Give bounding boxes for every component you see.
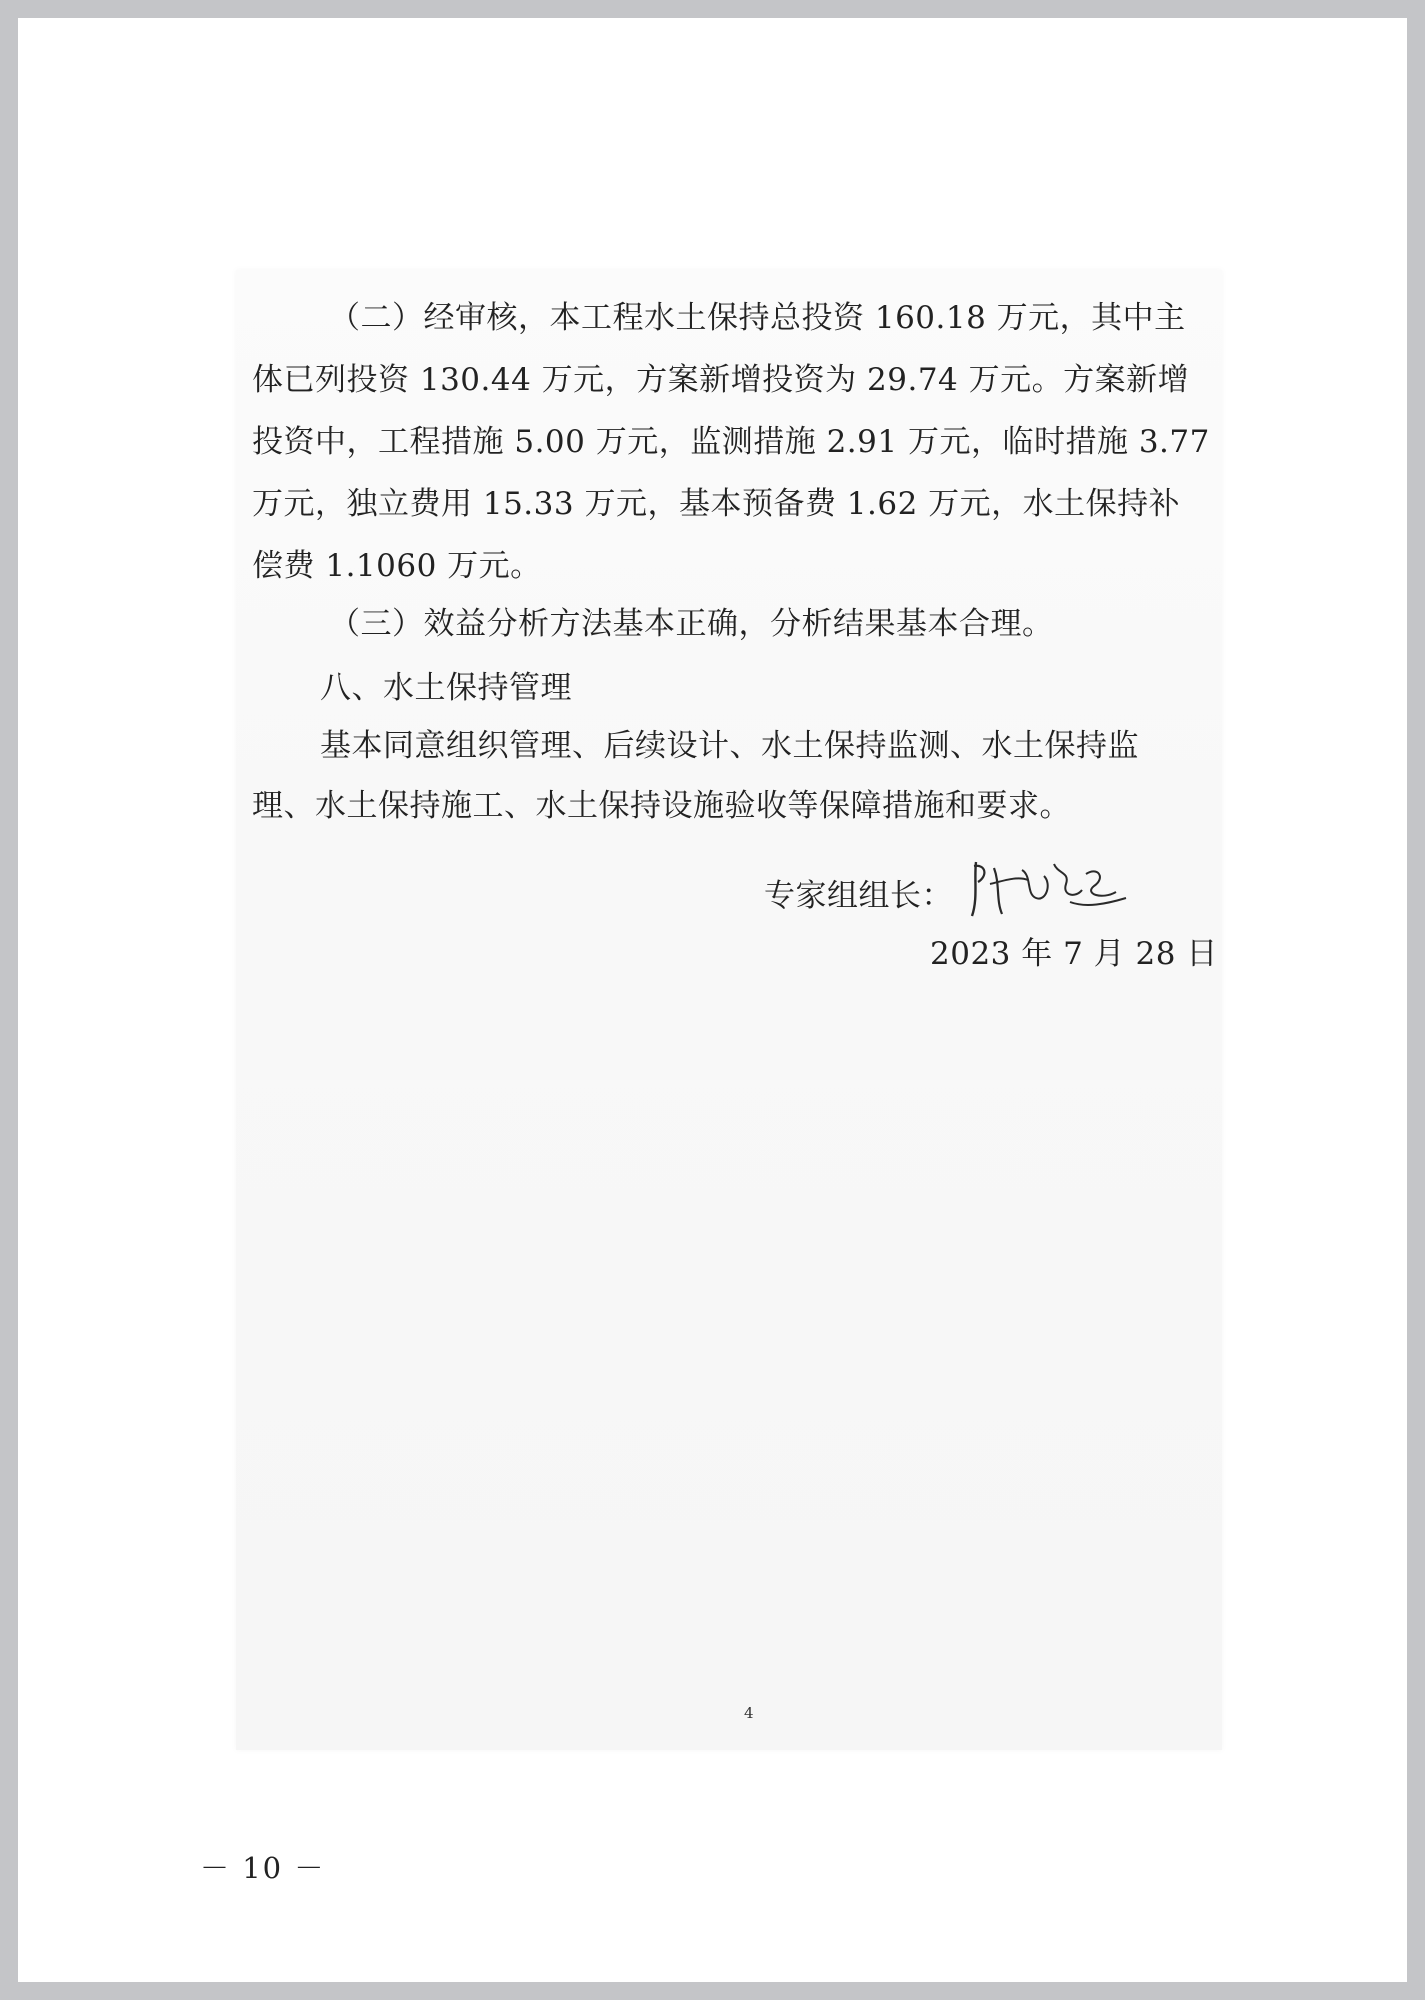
paragraph-investment-line-2: 体已列投资 130.44 万元，方案新增投资为 29.74 万元。方案新增 [252, 362, 1190, 398]
paragraph-management-line-1: 基本同意组织管理、后续设计、水土保持监测、水土保持监 [320, 728, 1139, 764]
paragraph-investment-line-1: （二）经审核，本工程水土保持总投资 160.18 万元，其中主 [329, 300, 1186, 336]
paragraph-investment-line-5: 偿费 1.1060 万元。 [252, 548, 542, 584]
paragraph-investment-line-4: 万元，独立费用 15.33 万元，基本预备费 1.62 万元，水土保持补 [252, 486, 1181, 522]
signature-label: 专家组组长： [764, 878, 953, 914]
paragraph-investment-line-3: 投资中，工程措施 5.00 万元，监测措施 2.91 万元，临时措施 3.77 [252, 424, 1210, 460]
footer-page-number: － 10 － [200, 1851, 326, 1885]
paragraph-management-line-2: 理、水土保持施工、水土保持设施验收等保障措施和要求。 [252, 788, 1071, 824]
handwritten-signature [966, 854, 1136, 924]
paragraph-benefit-analysis: （三）效益分析方法基本正确，分析结果基本合理。 [329, 606, 1054, 642]
inner-page-number: 4 [744, 1704, 754, 1722]
section-heading-soil-conservation-management: 八、水土保持管理 [320, 670, 572, 706]
document-date: 2023 年 7 月 28 日 [930, 936, 1218, 972]
document-page [18, 18, 1407, 1982]
